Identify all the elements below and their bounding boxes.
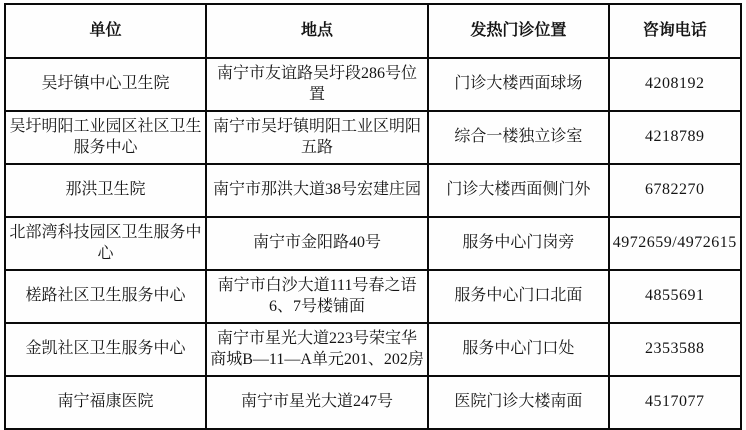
address-cell: 南宁市星光大道223号荣宝华商城B—11—A单元201、202房	[206, 323, 428, 376]
address-cell: 南宁市友谊路吴圩段286号位置	[206, 58, 428, 111]
table-row	[5, 164, 741, 217]
fever-clinic-location-cell: 门诊大楼西面球场	[428, 58, 608, 111]
phone-cell: 4972659/4972615	[609, 217, 742, 270]
fever-clinic-table	[4, 3, 742, 430]
table-row	[5, 270, 741, 323]
unit-cell: 吴圩镇中心卫生院	[5, 58, 206, 111]
table-row	[5, 111, 741, 164]
unit-cell: 北部湾科技园区卫生服务中心	[5, 217, 206, 270]
table-row	[5, 58, 741, 111]
unit-cell: 南宁福康医院	[5, 376, 206, 429]
address-cell: 南宁市白沙大道111号春之语6、7号楼铺面	[206, 270, 428, 323]
col-header-fever-clinic: 发热门诊位置	[428, 4, 608, 58]
unit-cell: 吴圩明阳工业园区社区卫生服务中心	[5, 111, 206, 164]
phone-cell: 4517077	[609, 376, 742, 429]
table-header-row	[5, 4, 741, 58]
fever-clinic-location-cell: 医院门诊大楼南面	[428, 376, 608, 429]
table-row	[5, 376, 741, 429]
fever-clinic-location-cell: 服务中心门口处	[428, 323, 608, 376]
unit-cell: 金凯社区卫生服务中心	[5, 323, 206, 376]
col-header-phone: 咨询电话	[609, 4, 742, 58]
unit-cell: 槎路社区卫生服务中心	[5, 270, 206, 323]
col-header-address: 地点	[206, 4, 428, 58]
unit-cell: 那洪卫生院	[5, 164, 206, 217]
address-cell: 南宁市星光大道247号	[206, 376, 428, 429]
address-cell: 南宁市吴圩镇明阳工业区明阳五路	[206, 111, 428, 164]
phone-cell: 6782270	[609, 164, 742, 217]
fever-clinic-location-cell: 门诊大楼西面侧门外	[428, 164, 608, 217]
phone-cell: 4855691	[609, 270, 742, 323]
col-header-unit: 单位	[5, 4, 206, 58]
fever-clinic-location-cell: 服务中心门岗旁	[428, 217, 608, 270]
address-cell: 南宁市金阳路40号	[206, 217, 428, 270]
phone-cell: 4218789	[609, 111, 742, 164]
phone-cell: 2353588	[609, 323, 742, 376]
fever-clinic-location-cell: 服务中心门口北面	[428, 270, 608, 323]
table-row	[5, 323, 741, 376]
table-row	[5, 217, 741, 270]
phone-cell: 4208192	[609, 58, 742, 111]
address-cell: 南宁市那洪大道38号宏建庄园	[206, 164, 428, 217]
fever-clinic-location-cell: 综合一楼独立诊室	[428, 111, 608, 164]
